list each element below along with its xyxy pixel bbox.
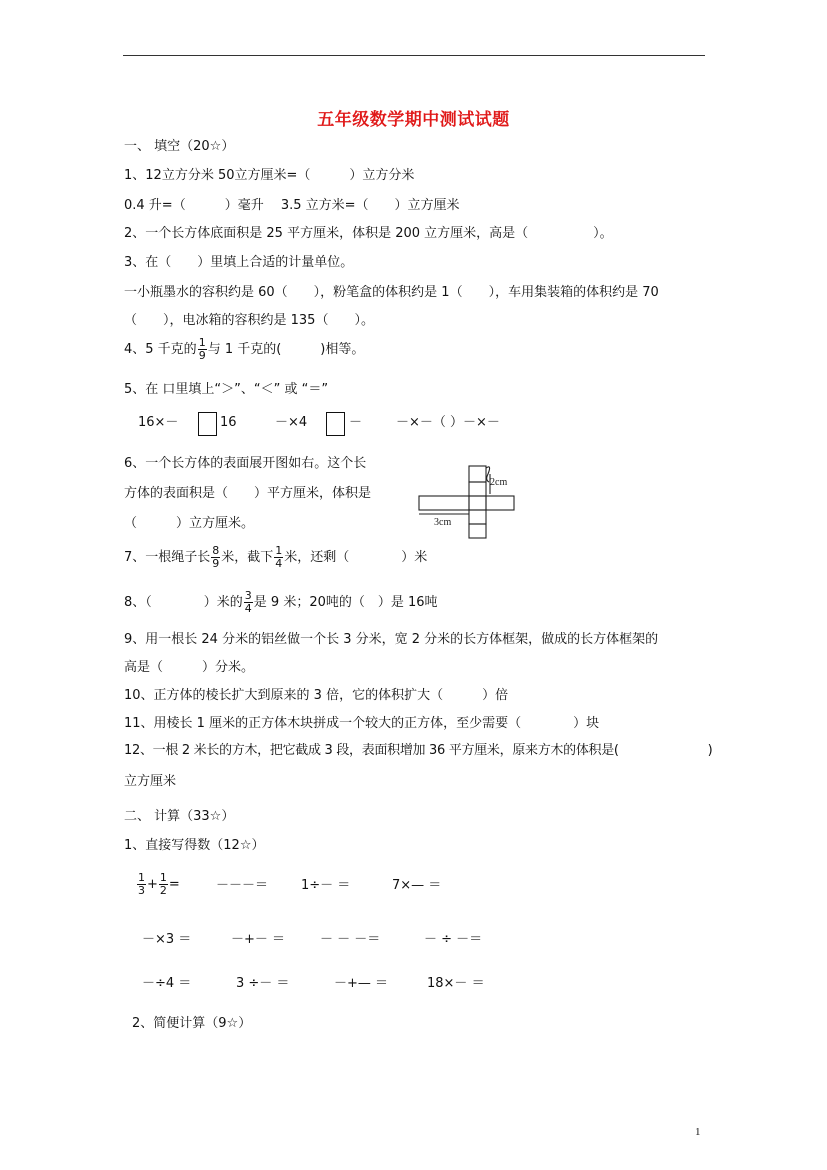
q7-denominator-1: 9: [212, 557, 220, 570]
q5-expr-e: －×－（ ）－×－: [396, 415, 500, 430]
q5-answer-box-1[interactable]: [198, 412, 217, 436]
q4-numerator: 1: [198, 336, 206, 349]
question-1b: 0.4 升=（ ）毫升 3.5 立方米=（ ）立方厘米: [124, 198, 460, 213]
calc-row1-c: 1÷－ ＝: [301, 878, 351, 893]
question-8: [124, 586, 438, 620]
q8-fraction: [244, 590, 253, 615]
cuboid-net-figure: [414, 462, 530, 542]
section2-heading: 二、 计算（33☆）: [124, 809, 235, 824]
section2-sub2: 2、简便计算（9☆）: [132, 1016, 252, 1031]
calc-row2-a: －×3 ＝: [142, 932, 192, 947]
q7-numerator-1: 8: [212, 544, 220, 557]
q8-numerator: 3: [244, 589, 252, 602]
q7-text-mid: 米，截下: [221, 550, 274, 565]
calc-r1-num-2: 1: [159, 871, 167, 884]
calc-r1-op: +: [147, 877, 158, 892]
q7-fraction-1: [211, 545, 220, 570]
calc-row3-a: －÷4 ＝: [142, 976, 192, 991]
q8-text-pre: 8、（ ）米的: [124, 595, 243, 610]
page-number: 1: [695, 1126, 701, 1138]
calc-row3-c: －+— ＝: [334, 976, 389, 991]
question-9a: 9、用一根长 24 分米的铝丝做一个长 3 分米，宽 2 分米的长方体框架，做成的长方体框架的: [124, 632, 659, 647]
question-6c: （ ）立方厘米。: [124, 516, 255, 531]
calc-row2-c: － － －＝: [320, 932, 381, 947]
calc-row1-b: －－－＝: [216, 878, 269, 893]
question-6b: 方体的表面积是（ ）平方厘米，体积是: [124, 486, 372, 501]
question-3: 3、在（ ）里填上合适的计量单位。: [124, 255, 354, 270]
question-1a: 1、12立方分米 50立方厘米=（ ）立方分米: [124, 168, 415, 183]
calc-r1-fraction-2: [159, 872, 168, 897]
question-3b: （ ），电冰箱的容积约是 135（ ）。: [124, 313, 374, 328]
question-3a: 一小瓶墨水的容积约是 60（ ），粉笔盒的体积约是 1（ ），车用集装箱的体积约是 70: [124, 285, 659, 300]
calc-row2-d: － ÷ －＝: [424, 932, 483, 947]
page-title: 五年级数学期中测试试题: [317, 110, 510, 130]
calc-row3-b: 3 ÷－ ＝: [236, 976, 290, 991]
calc-row3-d: 18×－ ＝: [427, 976, 485, 991]
net-label-height: 2cm: [490, 477, 508, 488]
calc-row1-d: 7×— ＝: [392, 878, 442, 893]
calc-row2-b: －+－ ＝: [231, 932, 286, 947]
q4-denominator: 9: [198, 349, 206, 362]
question-6a: 6、一个长方体的表面展开图如右。这个长: [124, 456, 367, 471]
calc-r1-fraction-1: [137, 872, 146, 897]
q4-fraction: [198, 337, 207, 362]
section1-heading: 一、 填空（20☆）: [124, 139, 235, 154]
question-4: [124, 336, 364, 364]
question-7: [124, 541, 427, 575]
q7-denominator-2: 4: [275, 557, 283, 570]
q5-expr-d: －: [349, 415, 363, 430]
header-rule: [123, 55, 705, 56]
q5-expr-b: 16: [220, 415, 237, 430]
q8-text-post: 是 9 米；20吨的（ ）是 16吨: [253, 595, 438, 610]
q4-text-post: 与 1 千克的( )相等。: [207, 342, 365, 357]
question-2: 2、一个长方体底面积是 25 平方厘米，体积是 200 立方厘米，高是（ ）。: [124, 226, 613, 241]
question-9b: 高是（ ）分米。: [124, 660, 255, 675]
calc-r1-den-1: 3: [138, 884, 145, 897]
q4-text-pre: 4、5 千克的: [124, 342, 197, 357]
net-label-length: 3cm: [434, 517, 452, 528]
q7-numerator-2: 1: [275, 544, 283, 557]
calc-r1-num-1: 1: [138, 871, 145, 884]
q8-denominator: 4: [244, 602, 252, 615]
section2-sub1: 1、直接写得数（12☆）: [124, 838, 265, 853]
question-12b: 立方厘米: [124, 774, 177, 789]
calc-r1-den-2: 2: [159, 884, 167, 897]
q5-expr-c: －×4: [275, 415, 308, 430]
q5-expr-a: 16×－: [138, 415, 179, 430]
calc-row1-a: [136, 866, 180, 904]
q7-text-post: 米，还剩（ ）米: [284, 550, 428, 565]
calc-r1-eq: =: [168, 877, 180, 892]
q5-answer-box-2[interactable]: [326, 412, 345, 436]
question-5: 5、在 口里填上“＞”、“＜” 或 “＝”: [124, 382, 329, 397]
question-12a: 12、一根 2 米长的方木，把它截成 3 段，表面积增加 36 平方厘米，原来方木的体积是( ): [124, 743, 713, 758]
question-10: 10、正方体的棱长扩大到原来的 3 倍，它的体积扩大（ ）倍: [124, 688, 509, 703]
question-11: 11、用棱长 1 厘米的正方体木块拼成一个较大的正方体，至少需要（ ）块: [124, 716, 600, 731]
q7-fraction-2: [274, 545, 283, 570]
q7-text-pre: 7、一根绳子长: [124, 550, 211, 565]
